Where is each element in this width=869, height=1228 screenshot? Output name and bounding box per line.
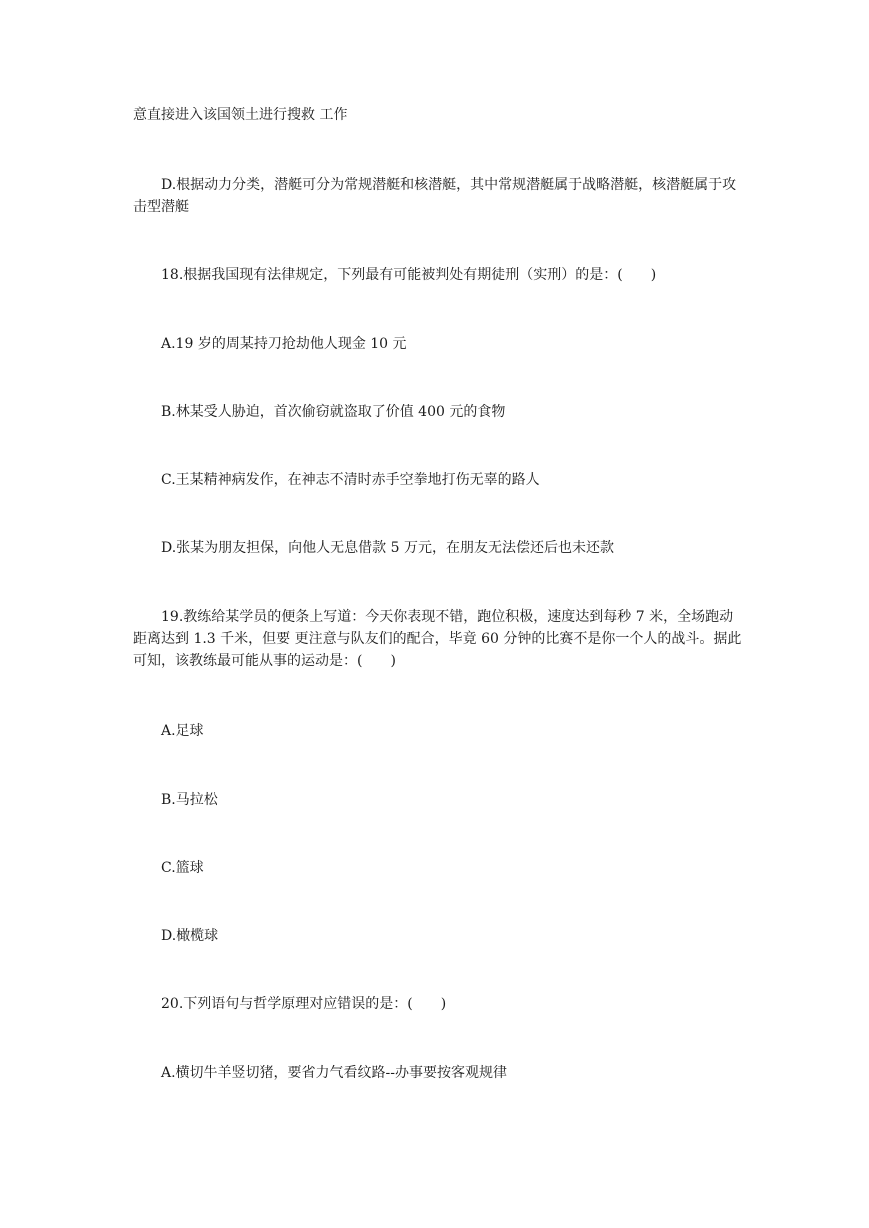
text-line-continuation: 意直接进入该国领土进行搜救 工作 (133, 107, 348, 123)
question-20: 20.下列语句与哲学原理对应错误的是：( ) (161, 996, 447, 1012)
question-19: 19.教练给某学员的便条上写道：今天你表现不错，跑位积极，速度达到每秒 7 米，全场跑动距离达到 1.3 千米，但要 更注意与队友们的配合，毕竟 60 分钟的比赛不是你一个人的战斗。据此可知，该教练最可能从事的运动是：( ) (133, 609, 742, 669)
q18-option-c: C.王某精神病发作，在神志不清时赤手空拳地打伤无辜的路人 (161, 472, 540, 488)
q19-option-c: C.篮球 (161, 860, 204, 876)
q20-option-a: A.横切牛羊竖切猪，要省力气看纹路--办事要按客观规律 (161, 1065, 508, 1081)
q19-option-b: B.马拉松 (161, 792, 218, 808)
option-d-submarine: D.根据动力分类，潜艇可分为常规潜艇和核潜艇，其中常规潜艇属于战略潜艇，核潜艇属于攻击型潜艇 (133, 177, 737, 215)
q19-option-a: A.足球 (161, 723, 204, 739)
q18-option-b: B.林某受人胁迫，首次偷窃就盗取了价值 400 元的食物 (161, 404, 506, 420)
question-18: 18.根据我国现有法律规定，下列最有可能被判处有期徒刑（实刑）的是：( ) (161, 267, 657, 283)
q18-option-d: D.张某为朋友担保，向他人无息借款 5 万元，在朋友无法偿还后也未还款 (161, 540, 614, 556)
q19-option-d: D.橄榄球 (161, 928, 219, 944)
q18-option-a: A.19 岁的周某持刀抢劫他人现金 10 元 (161, 336, 407, 352)
